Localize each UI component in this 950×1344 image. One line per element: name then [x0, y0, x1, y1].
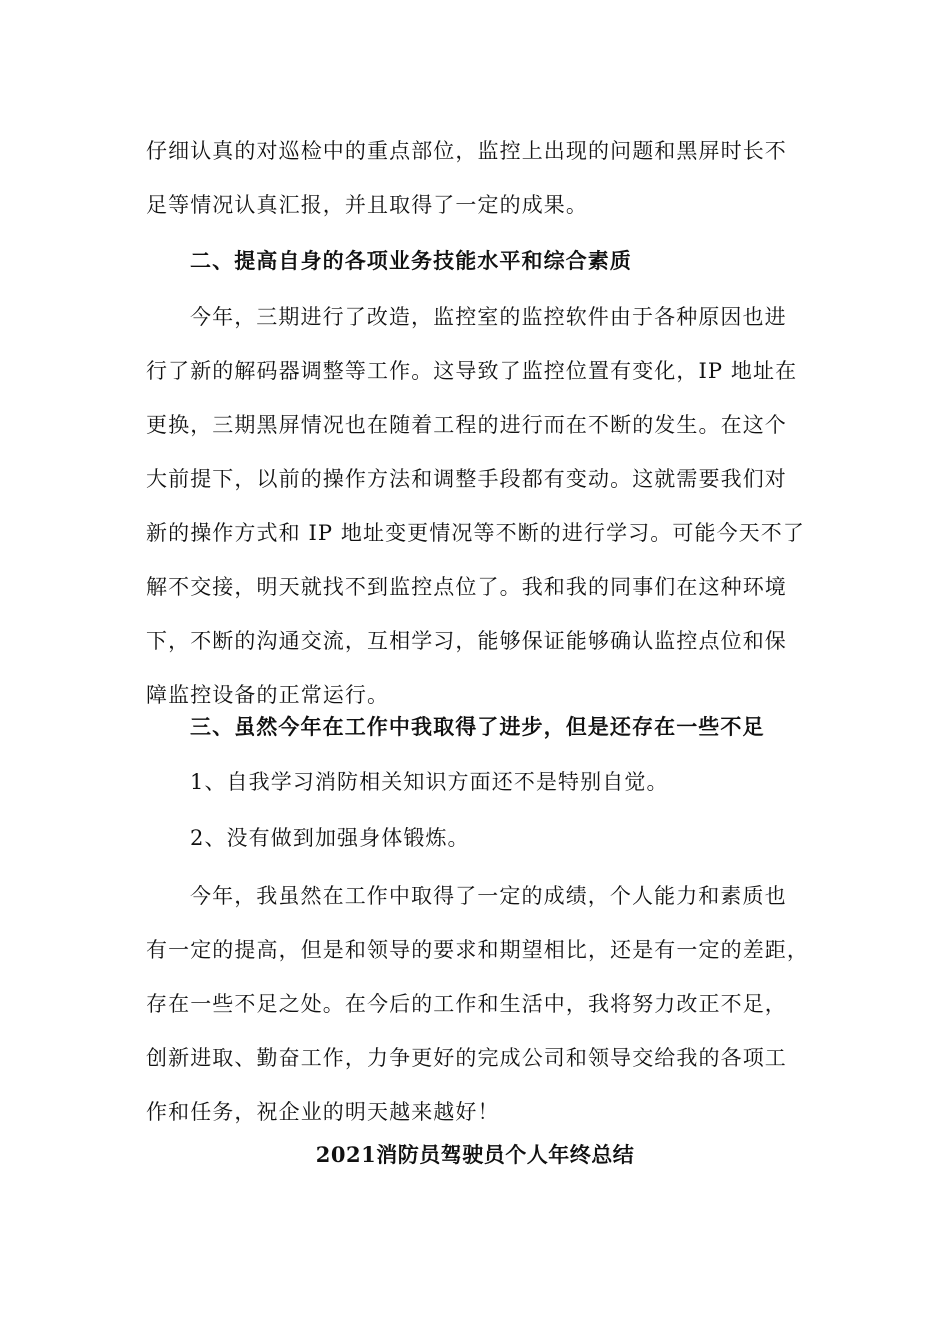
- list-item: 1、自我学习消防相关知识方面还不是特别自觉。: [190, 770, 669, 794]
- paragraph-line: 存在一些不足之处。在今后的工作和生活中，我将努力改正不足，: [146, 992, 787, 1016]
- paragraph-line: 作和任务，祝企业的明天越来越好！: [146, 1100, 500, 1124]
- paragraph-line: 今年，三期进行了改造，监控室的监控软件由于各种原因也进: [190, 305, 787, 329]
- paragraph-line: 足等情况认真汇报，并且取得了一定的成果。: [146, 193, 588, 217]
- paragraph-line: 障监控设备的正常运行。: [146, 683, 390, 707]
- paragraph-line: 解不交接，明天就找不到监控点位了。我和我的同事们在这种环境: [146, 575, 787, 599]
- paragraph-line: 今年，我虽然在工作中取得了一定的成绩，个人能力和素质也: [190, 884, 787, 908]
- section-heading-3: 三、虽然今年在工作中我取得了进步，但是还存在一些不足: [190, 714, 765, 739]
- document-title: 2021消防员驾驶员个人年终总结: [315, 1142, 635, 1167]
- paragraph-line: 创新进取、勤奋工作，力争更好的完成公司和领导交给我的各项工: [146, 1046, 787, 1070]
- paragraph-continuation: [146, 124, 806, 232]
- section-heading-2: 二、提高自身的各项业务技能水平和综合素质: [190, 248, 632, 273]
- deficiency-list: [146, 755, 806, 865]
- paragraph-line: 更换，三期黑屏情况也在随着工程的进行而在不断的发生。在这个: [146, 413, 787, 437]
- list-item: 2、没有做到加强身体锻炼。: [190, 826, 470, 850]
- paragraph-line: 新的操作方式和 IP 地址变更情况等不断的进行学习。可能今天不了: [146, 521, 805, 545]
- paragraph-line: 仔细认真的对巡检中的重点部位，监控上出现的问题和黑屏时长不: [146, 139, 787, 163]
- paragraph-line: 下，不断的沟通交流，互相学习，能够保证能够确认监控点位和保: [146, 629, 787, 653]
- paragraph-line: 行了新的解码器调整等工作。这导致了监控位置有变化，IP 地址在: [146, 359, 798, 383]
- paragraph-line: 有一定的提高，但是和领导的要求和期望相比，还是有一定的差距，: [146, 938, 809, 962]
- paragraph-line: 大前提下，以前的操作方法和调整手段都有变动。这就需要我们对: [146, 467, 787, 491]
- paragraph-section-2: [146, 290, 806, 722]
- paragraph-conclusion: [146, 869, 809, 1139]
